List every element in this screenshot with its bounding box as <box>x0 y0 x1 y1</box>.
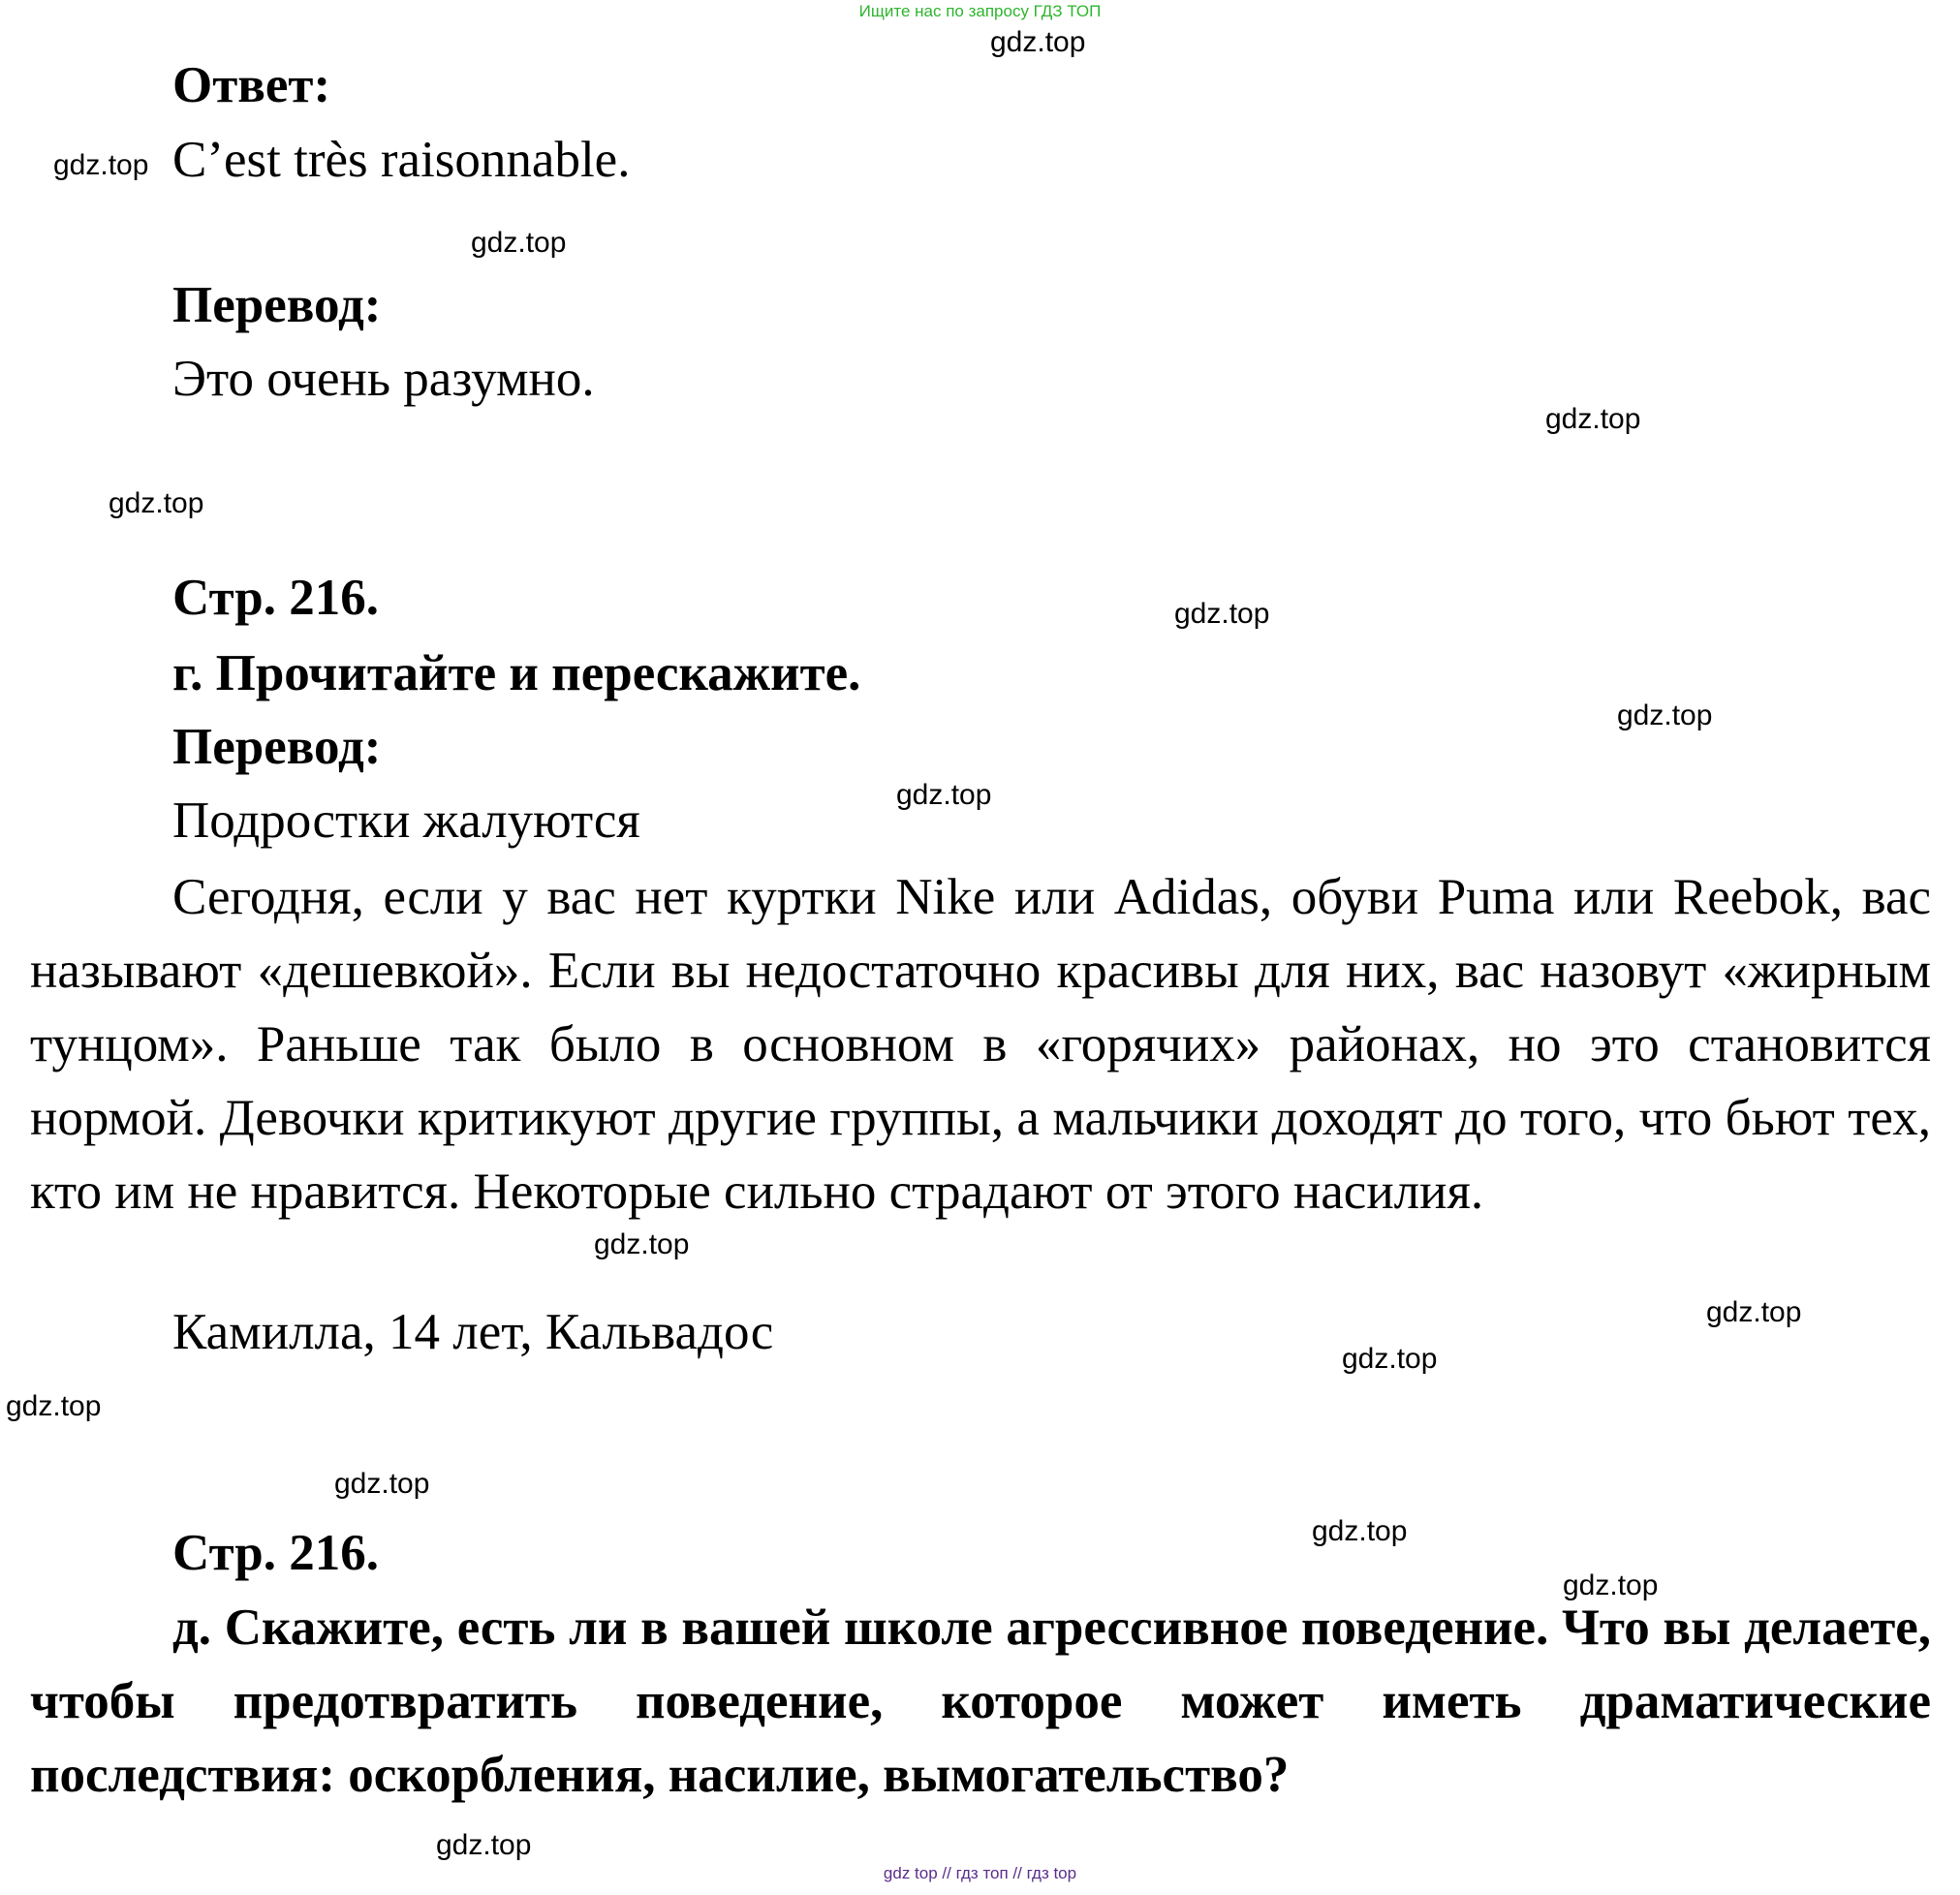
watermark: gdz.top <box>990 26 1086 58</box>
text-title: Подростки жалуются <box>172 792 640 849</box>
watermark: gdz.top <box>1342 1343 1438 1375</box>
page-heading-1: Стр. 216. <box>172 570 379 626</box>
watermark: gdz.top <box>1617 699 1713 731</box>
footer-links: gdz top // гдз топ // гдз top <box>883 1864 1077 1882</box>
translation-text-1: Это очень разумно. <box>172 351 595 407</box>
task-heading-g: г. Прочитайте и перескажите. <box>172 645 861 701</box>
watermark: gdz.top <box>1174 598 1270 630</box>
watermark: gdz.top <box>1545 403 1641 435</box>
watermark: gdz.top <box>53 149 149 181</box>
text-signature: Камилла, 14 лет, Кальвадос <box>172 1304 774 1360</box>
translation-heading-1: Перевод: <box>172 277 382 333</box>
watermark: gdz.top <box>109 487 204 519</box>
watermark: gdz.top <box>6 1390 102 1422</box>
watermark: gdz.top <box>896 779 992 811</box>
watermark: gdz.top <box>1706 1296 1802 1328</box>
watermark: gdz.top <box>594 1228 690 1260</box>
task-heading-d: д. Скажите, есть ли в вашей школе агрессивное поведение. Что вы делаете, чтобы предотвратить поведение, которое может иметь драматические последствия: оскорбления, насилие, вымогательство? <box>30 1600 1931 1803</box>
watermark: gdz.top <box>436 1829 532 1861</box>
translation-heading-2: Перевод: <box>172 719 382 775</box>
page-heading-2: Стр. 216. <box>172 1525 379 1581</box>
watermark: gdz.top <box>1312 1515 1408 1547</box>
watermark: gdz.top <box>334 1468 430 1500</box>
answer-text: C’est très raisonnable. <box>172 132 631 188</box>
watermark: gdz.top <box>1563 1569 1659 1601</box>
answer-heading: Ответ: <box>172 57 331 113</box>
text-paragraph: Сегодня, если у вас нет куртки Nike или Adidas, обуви Puma или Reebok, вас называют «дешевкой». Если вы недостаточно красивы для них, вас назовут «жирным тунцом». Раньше так было в основном в «горячих» районах, но это становится нормой. Девочки критикуют другие группы, а мальчики доходят до того, что бьют тех, кто им не нравится. Некоторые сильно страдают от этого насилия. <box>30 869 1931 1220</box>
top-banner: Ищите нас по запросу ГДЗ ТОП <box>858 2 1102 20</box>
watermark: gdz.top <box>471 227 567 259</box>
